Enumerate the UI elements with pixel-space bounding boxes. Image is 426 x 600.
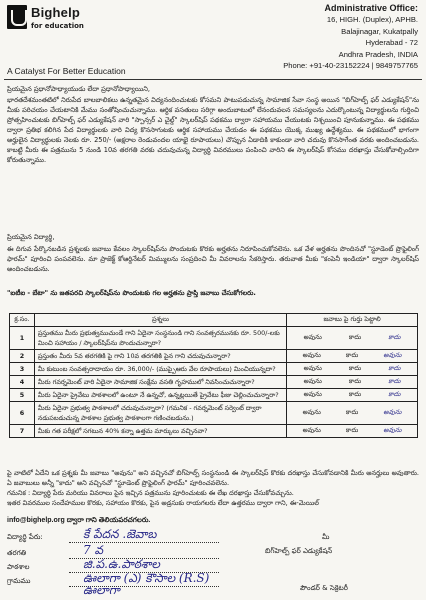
closing-word: మీ [322, 533, 330, 541]
column-header-sno: క్ర.సం. [10, 314, 35, 327]
contact-paragraph: ఇతర వివరముల సందేహముల కొరకు, సహాయం కొరకు, పైన అడ్రసుకు రాయగలరు లేదా ఉత్తరము ద్వారా గాని, ఈ-మెయిల్ [7, 499, 319, 507]
question-text: మీరు ఏదైనా ప్రభుత్వ పాఠశాలలో చదువుచున్నారా? (గమనిక - గవర్నమెంట్ సర్వెంట్ ద్వారా నడుపబడుచున్న పాఠశాల ప్రభుత్వ పాఠశాలగా గణించబడును.) [34, 402, 286, 425]
column-header-answer: జవాబు పై గుర్తు పెట్టాలి [287, 314, 418, 327]
yes-option[interactable]: అవును [303, 390, 322, 398]
field-value[interactable]: ఊలాగా [83, 583, 120, 597]
salutation-principal: ప్రియమైన ప్రధానోపాధ్యాయుడు లేదా ప్రధానోపాధ్యాయిని, [7, 85, 151, 93]
table-row [10, 425, 418, 438]
answer-cell[interactable] [287, 363, 418, 376]
table-row [10, 350, 418, 363]
handwritten-answer: అవును [383, 426, 402, 434]
no-option[interactable]: కాదు [348, 333, 362, 341]
handwritten-answer: కాదు [388, 333, 401, 341]
row-number: 1 [10, 327, 35, 350]
yes-option[interactable]: అవును [302, 426, 321, 434]
organization-signature: బిగ్‌హెల్ప్ ఫర్ ఎడ్యుకేషన్ [265, 547, 333, 555]
address-line: 16, HIGH. (Duplex), APHB. [326, 15, 418, 25]
student-name-field[interactable] [7, 527, 157, 543]
address-line: Hyderabad - 72 [365, 38, 418, 48]
handwritten-answer: కాదు [388, 390, 401, 398]
answer-cell[interactable] [287, 402, 418, 425]
intro-paragraph: భారతదేశమంతటిలో నిరుపేద బాలబాలికలు ఉన్నతమైన విద్యనందించుటకు కోసమని పాటుపడుచున్న సామాజిక సేవా సంస్థ అయిన "బిగ్‌హెల్ప్ ఫర్ ఎడ్యుకేషన్"ను మీకు పరిచయం చేయటానికి మేము సంతోషించుచున్నాము. ఆర్థిక వసతులు సరిగ్గా అందుబాటులో లేనందువలన సమస్యలను ఎదుర్కొంటున్న విద్యార్థులను గుర్తించి ప్రోత్సహించుటకు బిగ్‌హెల్ప్ ఫర్ ఎడ్యుకేషన్ వారి "స్పాన్సర్ ఎ చైల్డ్" స్కాలర్‌షిప్ పథకము ద్వారా సహాయము చేయుటకు నిశ్చయించి పూనుకున్నాము. ఈ పథకము ద్వారా ప్రతిభ కలిగిన పేద విద్యార్థులకు వారి విద్య కొనసాగుటకు ఆర్థిక సహాయము చేయడం ఈ పథకము యొక్క ముఖ్య ఉద్దేశ్యము. ఈ పథకములో భాగంగా అర్హులైన విద్యార్థులకు నెలకు రూ. 250/- (అక్షరాల రెండువందల యాభై రూపాయలు) చొప్పున ఏడాదికి కాకుండా వారి చదువు కొనసాగేంత వరకు అందించబడును. కాబట్టి మీరు ఈ పత్రమును 5 నుండి 10వ తరగతి వరకు చదువుచున్న విద్యార్థి వివరములు పంపించి వారిని ఈ స్కాలర్‌షిప్ కోసము దరఖాస్తు చేసుకోవాల్సిందిగా కోరుతున్నాము. [7, 96, 419, 164]
handwritten-answer: కాదు [388, 364, 401, 372]
yes-option[interactable]: అవును [302, 408, 321, 416]
column-header-question: ప్రశ్నలు [34, 314, 286, 327]
founder-title: పౌండర్ & సెక్రెటరీ [300, 584, 348, 592]
office-title: Administrative Office: [324, 3, 418, 13]
no-option[interactable]: కాదు [348, 390, 362, 398]
village-extra-field[interactable] [7, 583, 120, 597]
field-label: తరగతి [7, 549, 27, 557]
bighelp-logo-icon [7, 5, 27, 29]
handwritten-answer: అవును [383, 351, 402, 359]
no-option[interactable]: కాదు [348, 364, 362, 372]
header-divider [4, 79, 422, 80]
row-number: 5 [10, 389, 35, 402]
no-option[interactable]: కాదు [345, 408, 359, 416]
answer-cell[interactable] [287, 350, 418, 363]
table-row [10, 389, 418, 402]
eligibility-table [9, 313, 418, 438]
note-line: గమనిక : విద్యార్థి పేరు మరియు వివరాలు పైన ఇచ్చిన పత్రమును పూరించుటకు ఈ లేఖ దరఖాస్తు చేసుకోవచ్చును. [7, 489, 294, 497]
yes-option[interactable]: అవును [303, 377, 322, 385]
instructions-paragraph: ఈ దిగువ పేర్కొనబడిన ప్రశ్నలకు జవాబు కేవలం స్కాలర్‌షిప్‌ను పొందుటకు కొరకు అర్హతను నిరూపించుకోవలెను. ఒక వేళ అర్హతను పొందినచో "స్టూడెంట్ ప్రొఫైలింగ్ ఫారమ్" పూరించి పంపవలెను. మా ప్రాజెక్ట్ కోఆర్డినేటర్ మిమ్ములను సంప్రదించి మీ వివరాలను సేకరిస్తారు. తరువాత మీకు "కంపెనీ ఇండియా" ద్వారా స్కాలర్‌షిప్ అందించబడును. [7, 245, 419, 273]
field-value[interactable]: 7 వ [83, 543, 103, 557]
field-value[interactable]: జి.ప.ఉ.పాఠశాల [83, 557, 160, 571]
field-label: గ్రామము [7, 577, 31, 585]
tagline: A Catalyst For Better Education [7, 66, 126, 76]
answer-cell[interactable] [287, 327, 418, 350]
yes-option[interactable]: అవును [303, 333, 322, 341]
email-line: info@bighelp.org ద్వారా గాని తెలియపరచగలరు. [7, 517, 151, 524]
yes-option[interactable]: అవును [302, 351, 321, 359]
row-number: 7 [10, 425, 35, 438]
school-field[interactable] [7, 557, 160, 573]
no-option[interactable]: కాదు [345, 426, 359, 434]
row-number: 6 [10, 402, 35, 425]
yes-option[interactable]: అవును [303, 364, 322, 372]
question-text: మీ కుటుంబ సంవత్సరాదాయం రూ. 36,000/- (ముప్పైఆరు వేల రూపాయలు) మించియున్నదా? [34, 363, 286, 376]
question-text: ప్రస్తుతము మీరు ప్రభుత్వముచుండే గాని ఏదైనా సంస్థనుండి గాని సంవత్సరమునకు రూ. 500/-లకు మించి సహాయం / స్కాలర్‌షిప్‌ను పొందుచున్నారా? [34, 327, 286, 350]
address-line: Balajinagar, Kukatpally [341, 26, 418, 36]
village-field[interactable] [7, 571, 210, 587]
field-value[interactable]: కే పేదన .జెవాబ [83, 527, 157, 541]
question-text: మీరు ఏదైనా ప్రైవేటు పాఠశాలలో ఉంటూ నే ఉన్నచో, ఉన్నట్లయితే ప్రైవేటు ఫీజు చెల్లించుచున్నారా? [34, 389, 286, 402]
row-number: 3 [10, 363, 35, 376]
instructions-bold-line: "ఐటీఐ - బేటా" ను జతపరచి స్కాలర్‌షిప్‌ను పొందుటకు గల అర్హతను ప్రాప్తి జవాబు చేసుకోగలరు. [7, 289, 256, 297]
office-address [283, 3, 418, 71]
row-number: 4 [10, 376, 35, 389]
answer-cell[interactable] [287, 389, 418, 402]
table-row [10, 402, 418, 425]
address-line: Andhra Pradesh, INDIA [338, 49, 418, 59]
brand-subtitle: for education [31, 22, 84, 30]
no-option[interactable]: కాదు [348, 377, 362, 385]
handwritten-answer: అవును [383, 408, 402, 416]
no-option[interactable]: కాదు [345, 351, 359, 359]
table-row [10, 327, 418, 350]
answer-cell[interactable] [287, 376, 418, 389]
brand-name: Bighelp [31, 5, 81, 20]
question-text: మీరు గవర్నమెంట్ వారి ఏదైనా సామాజిక సంక్షేమ వసతి గృహములో నివసించుచున్నారా? [34, 376, 286, 389]
field-label: పాఠశాల [7, 563, 30, 571]
field-label: విద్యార్థి పేరు: [7, 533, 43, 541]
salutation-student: ప్రియమైన విద్యార్థి, [7, 233, 55, 241]
table-row [10, 376, 418, 389]
handwritten-answer: కాదు [388, 377, 401, 385]
question-text: మీకు గత పరీక్షలో సగటున 40% కన్నా ఉత్తమ మార్కులు వచ్చినవా? [34, 425, 286, 438]
answer-cell[interactable] [287, 425, 418, 438]
phone-line: Phone: +91-40-23152224 | 9849757765 [283, 61, 418, 71]
class-field[interactable] [7, 543, 103, 559]
field-value[interactable]: ఊలాగా (ఎ) కౌసాల (R.S) [83, 571, 210, 585]
question-text: ప్రస్తుతం మీరు 5వ తరగతికి పై గాని 10వ తరగతికి పైన గాని చదువుచున్నారా? [34, 350, 286, 363]
eligibility-note: పై వాటిలో ఏదేని ఒక ప్రశ్నకు మీ జవాబు "అవును" అని వచ్చినచో బిగ్‌హెల్ప్ సంస్థనుండి ఈ స్కాలర్‌షిప్ కొరకు దరఖాస్తు చేసుకోవడానికి మీరు అనర్హులు అవుతారు. ఏ జవాబులు అన్నీ "కాదు" అని వచ్చినచో "స్టూడెంట్ ప్రొఫైలింగ్ ఫారమ్" పూరించవలెను. [7, 469, 419, 487]
table-row [10, 363, 418, 376]
row-number: 2 [10, 350, 35, 363]
